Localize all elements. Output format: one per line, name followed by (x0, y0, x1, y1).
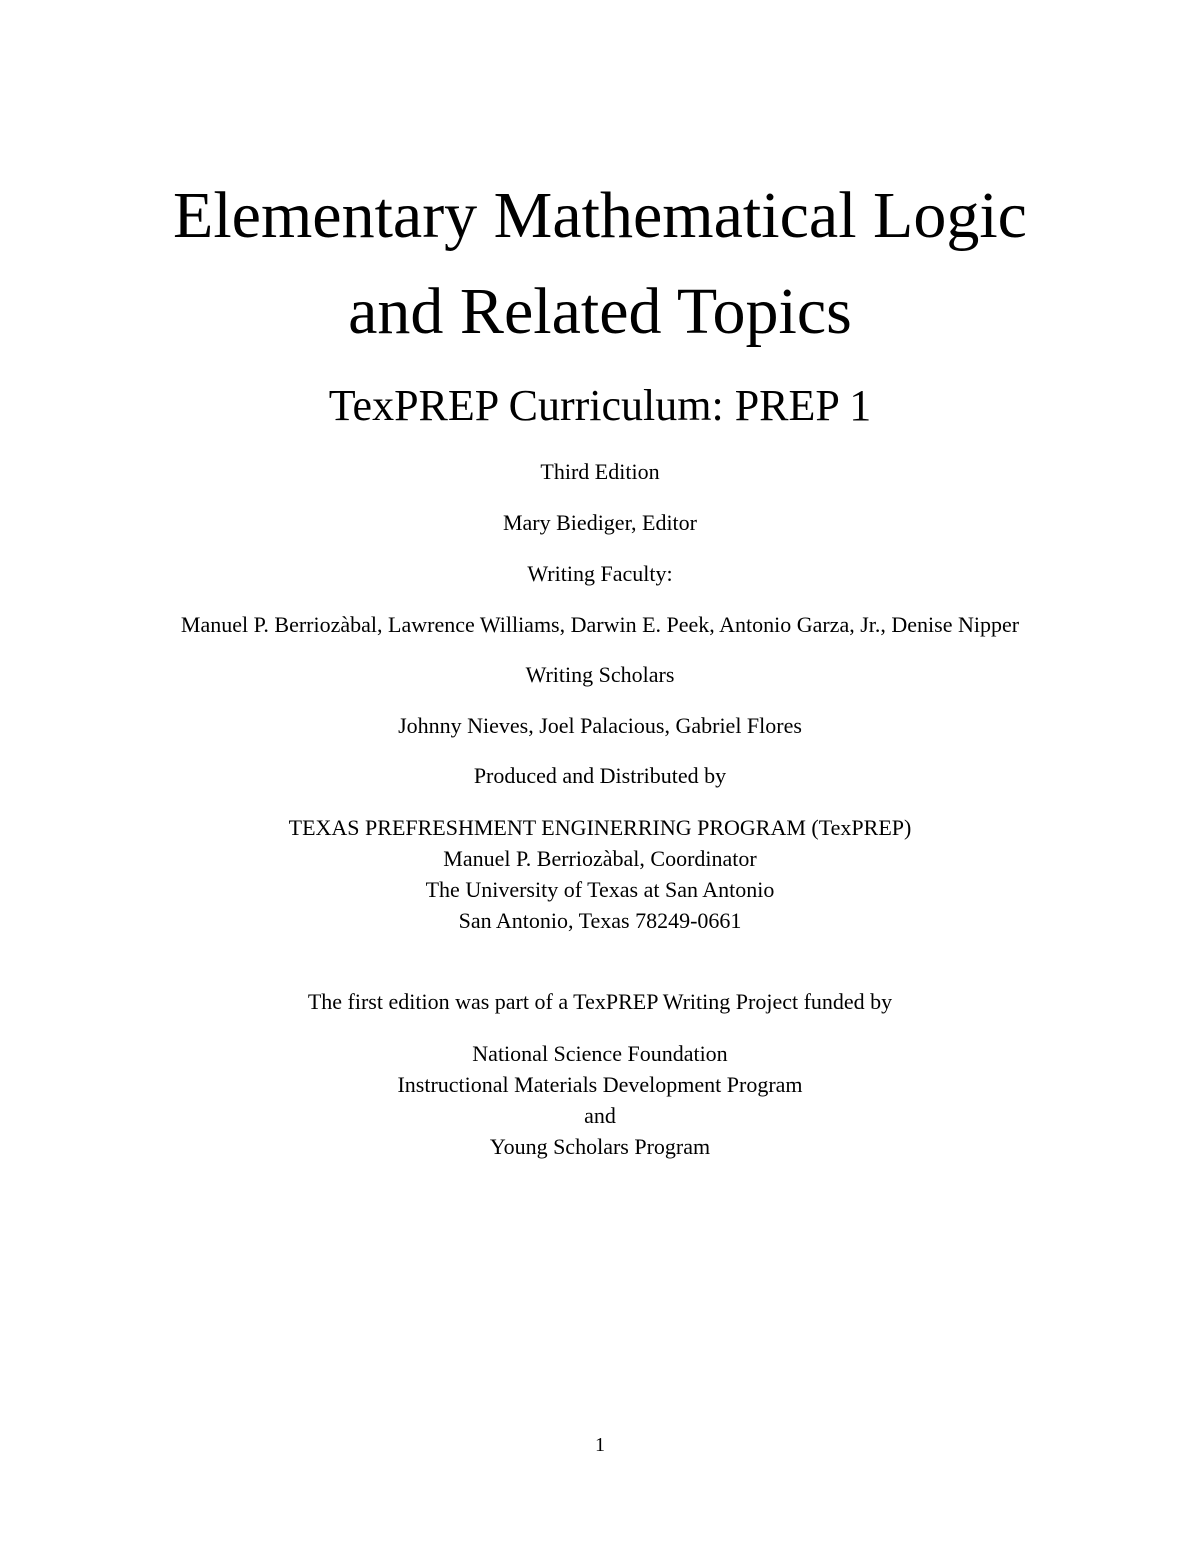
subtitle: TexPREP Curriculum: PREP 1 (328, 381, 872, 430)
writing-scholars-heading: Writing Scholars (525, 662, 675, 687)
distribution-heading: Produced and Distributed by (473, 763, 727, 788)
title-line-1: Elementary Mathematical Logic (173, 179, 1027, 252)
distribution-line: San Antonio, Texas 78249-0661 (458, 908, 742, 933)
funding-line: and (584, 1103, 616, 1128)
distribution-line: TEXAS PREFRESHMENT ENGINERRING PROGRAM (TexPREP) (288, 815, 912, 840)
distribution-line: The University of Texas at San Antonio (425, 877, 775, 902)
writing-faculty-names: Manuel P. Berriozàbal, Lawrence Williams, Darwin E. Peek, Antonio Garza, Jr., Denise Nipper (180, 612, 1020, 637)
funding-line: National Science Foundation (472, 1041, 728, 1066)
funding-line: Instructional Materials Development Program (397, 1072, 803, 1097)
writing-scholars-names: Johnny Nieves, Joel Palacious, Gabriel Flores (398, 713, 802, 738)
title-line-2: and Related Topics (348, 275, 852, 348)
page-number: 1 (595, 1434, 605, 1456)
funding-heading: The first edition was part of a TexPREP Writing Project funded by (307, 989, 893, 1014)
edition: Third Edition (540, 459, 660, 484)
distribution-line: Manuel P. Berriozàbal, Coordinator (443, 846, 757, 871)
editor: Mary Biediger, Editor (502, 510, 697, 535)
funding-line: Young Scholars Program (489, 1134, 711, 1159)
writing-faculty-heading: Writing Faculty: (527, 561, 673, 586)
